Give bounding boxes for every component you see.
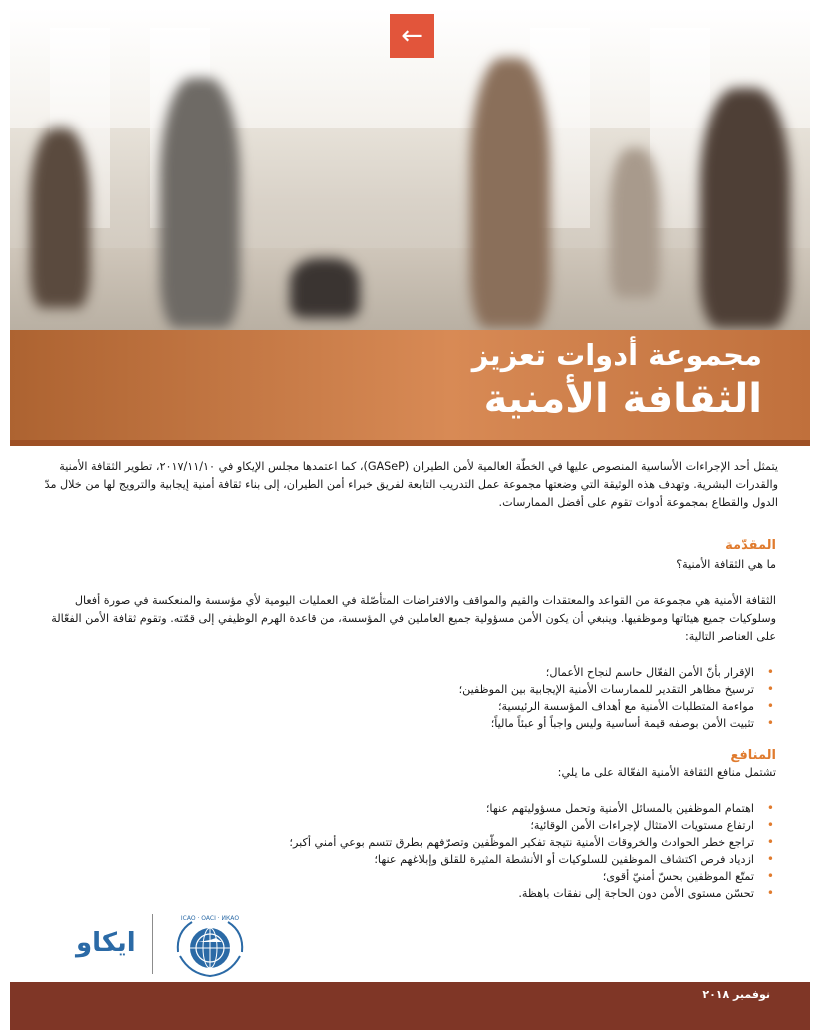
arrow-sign-icon: ←	[390, 14, 434, 58]
emblem-text: ICAO · OACI · ИКАО	[180, 915, 240, 922]
page-title-line1: مجموعة أدوات تعزيز	[471, 338, 762, 372]
list-item: • مواءمة المتطلبات الأمنية مع أهداف المؤسسة الرئيسية؛	[76, 698, 776, 715]
benefits-lead: تشتمل منافع الثقافة الأمنية الفعّالة على ما يلي:	[557, 766, 776, 779]
introduction-question: ما هي الثقافة الأمنية؟	[676, 558, 776, 571]
introduction-bullet-list	[76, 664, 776, 732]
icao-emblem-icon	[170, 910, 250, 980]
list-item: • ارتفاع مستويات الامتثال لإجراءات الأمن الوقائية؛	[76, 817, 776, 834]
introduction-paragraph: الثقافة الأمنية هي مجموعة من القواعد والمعتقدات والقيم والمواقف والافتراضات المتأصّلة في العمليات اليومية لأي مؤسسة والمنعكسة في صورة أفعال وسلوكيات جميع هيئاتها وموظفيها. وينبغي أن يكون الأمن مسؤولية جميع العاملين في المؤسسة، من قاعدة الهرم الوظيفي إلى قمّته. وتقوم ثقافة الأمن الفعّالة على العناصر التالية:	[51, 594, 776, 643]
hero-figure	[160, 78, 240, 328]
hero-floor	[10, 248, 810, 330]
list-item: • ازدياد فرص اكتشاف الموظفين للسلوكيات أو الأنشطة المثيرة للقلق وإبلاغهم عنها؛	[76, 851, 776, 868]
logo-divider	[152, 914, 153, 974]
footer-bar	[10, 982, 810, 1030]
hero-figure	[470, 58, 550, 328]
hero-photo	[10, 8, 810, 330]
logo-name: ايكاو	[76, 928, 136, 958]
hero-suitcase	[290, 258, 360, 318]
list-item: • ترسيخ مظاهر التقدير للممارسات الأمنية الإيجابية بين الموظفين؛	[76, 681, 776, 698]
benefits-bullet-list	[76, 800, 776, 902]
title-band	[10, 330, 810, 446]
intro-paragraph: يتمثل أحد الإجراءات الأساسية المنصوص عليها في الخطّة العالمية لأمن الطيران (GASeP)، كما اعتمدها مجلس الإيكاو في ٢٠١٧/١١/١٠، تطوير الثقافة الأمنية والقدرات البشرية. وتهدف هذه الوثيقة التي وضعتها مجموعة عمل التدريب التابعة لفريق خبراء أمن الطيران، إلى بناء ثقافة أمنية إيجابية والترويج لها من خلال مدّ الدول والقطاع بمجموعة أدوات تقوم على أفضل الممارسات.	[44, 460, 778, 509]
hero-figure	[30, 128, 90, 308]
list-item: • تحسّن مستوى الأمن دون الحاجة إلى نفقات باهظة.	[76, 885, 776, 902]
title-band-stripe	[10, 440, 810, 446]
hero-figure	[610, 148, 660, 298]
list-item: • تمتّع الموظفين بحسّ أمنيّ أقوى؛	[76, 868, 776, 885]
icao-logo	[70, 910, 270, 980]
footer-date: نوفمبر ٢٠١٨	[702, 988, 770, 1001]
list-item: • تراجع خطر الحوادث والخروقات الأمنية نتيجة تفكير الموظّفين وتصرّفهم بطرق تتسم بوعي أمني أكبر؛	[76, 834, 776, 851]
list-item: • الإقرار بأنّ الأمن الفعّال حاسم لنجاح الأعمال؛	[76, 664, 776, 681]
page-title-line2: الثقافة الأمنية	[483, 376, 762, 422]
hero-figure	[700, 88, 790, 328]
list-item: • اهتمام الموظفين بالمسائل الأمنية وتحمل مسؤوليتهم عنها؛	[76, 800, 776, 817]
introduction-heading: المقدّمة	[725, 538, 776, 553]
benefits-heading: المنافع	[730, 748, 776, 763]
list-item: • تثبيت الأمن بوصفه قيمة أساسية وليس واجباً أو عبئاً مالياً؛	[76, 715, 776, 732]
